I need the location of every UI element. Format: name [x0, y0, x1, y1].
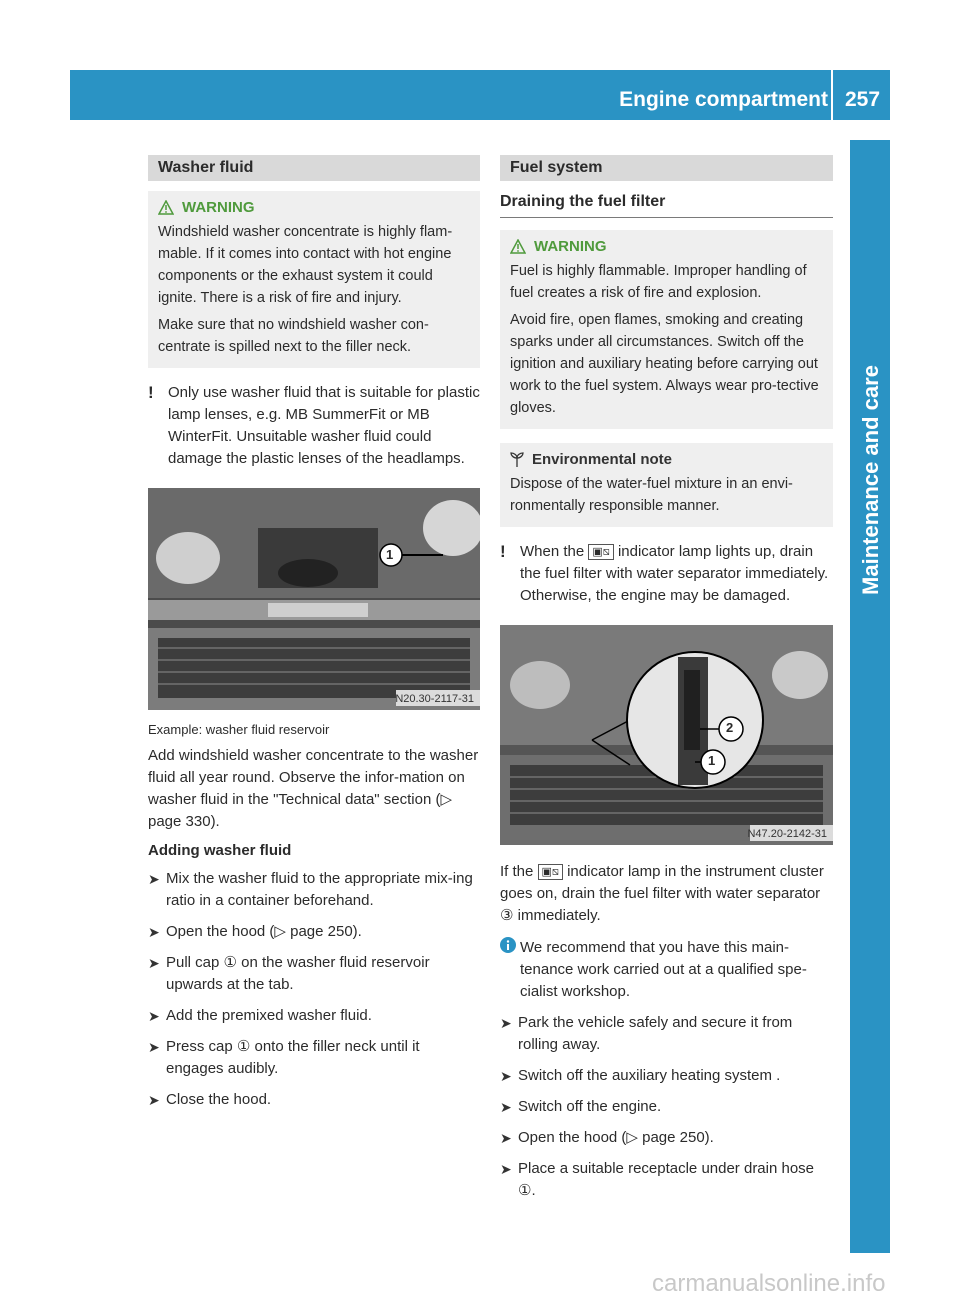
warning-text: Windshield washer concentrate is highly flam-mable. If it comes into contact with hot engine components or the exhaust system it could ignite. There is a risk of fire and injury. — [158, 224, 453, 306]
callout-2: 2 — [726, 720, 734, 735]
list-item — [500, 1096, 833, 1118]
info-text: We recommend that you have this main-tenance work carried out at a qualified spe-cialist workshop. — [520, 939, 807, 1000]
note — [500, 541, 833, 607]
warning-text: Make sure that no windshield washer con-centrate is spilled next to the filler neck. — [158, 317, 429, 355]
list-item — [500, 1158, 833, 1202]
subheading-adding-washer-fluid: Adding washer fluid — [148, 842, 292, 859]
list-item — [148, 952, 480, 996]
step-arrow-icon: ➤ — [500, 1161, 512, 1177]
warning-triangle-icon — [158, 200, 174, 215]
step-text: Add the premixed washer fluid. — [166, 1007, 372, 1024]
warning-text: Fuel is highly flammable. Improper handling of fuel creates a risk of fire and explosion. — [510, 263, 807, 301]
step-arrow-icon: ➤ — [148, 955, 160, 971]
environmental-note-label: Environmental note — [532, 451, 673, 468]
warning-label: WARNING — [182, 199, 255, 216]
environmental-note-title — [510, 451, 823, 468]
page-header-title: Engine compartment — [619, 88, 828, 111]
engine-photo-fuel-filter — [500, 625, 833, 845]
image-code: N20.30-2117-31 — [395, 693, 474, 705]
water-in-fuel-lamp-icon: ▣⧅ — [538, 864, 563, 880]
list-item — [500, 1012, 833, 1056]
engine-image — [500, 625, 833, 845]
info-icon — [500, 937, 520, 1003]
list-item — [148, 921, 480, 943]
note-text: Only use washer fluid that is suitable for plastic lamp lenses, e.g. MB SummerFit or MB WinterFit. Unsuitable washer fluid could damage the plastic lenses of the headlamps. — [168, 384, 480, 467]
step-text: Place a suitable receptacle under drain hose ①. — [518, 1160, 815, 1199]
list-item — [500, 1127, 833, 1149]
side-tab-label: Maintenance and care — [858, 365, 883, 595]
list-item — [148, 1036, 480, 1080]
page-number: 257 — [845, 88, 881, 111]
section-title-washer-fluid: Washer fluid — [148, 155, 480, 181]
image-code: N47.20-2142-31 — [747, 828, 827, 840]
step-text: Pull cap ① on the washer fluid reservoir upwards at the tab. — [166, 954, 430, 993]
warning-text: Avoid fire, open flames, smoking and creating sparks under all circumstances. Switch off the ignition and auxiliary heating before carrying out work to the fuel system. Always wear pro-tective gloves. — [510, 312, 819, 416]
step-arrow-icon: ➤ — [148, 1092, 160, 1108]
step-text: Mix the washer fluid to the appropriate mix-ing ratio in a container beforehand. — [166, 870, 473, 909]
list-item — [148, 1005, 480, 1027]
callout-1: 1 — [386, 547, 394, 562]
step-arrow-icon: ➤ — [148, 1008, 160, 1024]
environmental-note-text: Dispose of the water-fuel mixture in an envi-ronmentally responsible manner. — [510, 476, 793, 514]
step-text: Close the hood. — [166, 1091, 272, 1108]
list-item — [148, 1089, 480, 1111]
environmental-note-box — [500, 443, 833, 527]
step-arrow-icon: ➤ — [148, 1039, 160, 1055]
note-text: When the ▣⧅ indicator lamp lights up, drain the fuel filter with water separator immediately. Otherwise, the engine may be damaged. — [520, 543, 829, 604]
warning-title — [158, 199, 470, 216]
step-text: Open the hood (▷ page 250). — [166, 923, 362, 940]
step-arrow-icon: ➤ — [500, 1068, 512, 1084]
subheading-draining-fuel-filter: Draining the fuel filter — [500, 193, 833, 218]
exclamation-icon: ! — [500, 542, 506, 561]
step-arrow-icon: ➤ — [500, 1130, 512, 1146]
step-text: Open the hood (▷ page 250). — [518, 1129, 714, 1146]
image-caption: Example: washer fluid reservoir — [148, 722, 330, 737]
step-text: Switch off the auxiliary heating system . — [518, 1067, 781, 1084]
exclamation-icon: ! — [148, 383, 154, 402]
warning-box — [148, 191, 480, 368]
section-title-fuel-system: Fuel system — [500, 155, 833, 181]
step-arrow-icon: ➤ — [500, 1099, 512, 1115]
left-column — [148, 155, 480, 1111]
step-text: Park the vehicle safely and secure it from rolling away. — [518, 1014, 793, 1053]
list-item — [148, 868, 480, 912]
header-divider — [831, 70, 833, 120]
callout-1: 1 — [708, 753, 716, 768]
watermark: carmanualsonline.info — [652, 1270, 886, 1297]
environment-leaf-icon — [510, 452, 524, 468]
warning-triangle-icon — [510, 239, 526, 254]
body-text: Add windshield washer concentrate to the washer fluid all year round. Observe the infor-mation on washer fluid in the "Technical data" section (▷ page 330). — [148, 747, 479, 830]
info-note — [500, 937, 833, 1003]
step-arrow-icon: ➤ — [500, 1015, 512, 1031]
step-text: Switch off the engine. — [518, 1098, 662, 1115]
note — [148, 382, 480, 470]
warning-title — [510, 238, 823, 255]
body-text: If the ▣⧅ indicator lamp in the instrument cluster goes on, drain the fuel filter with water separator ③ immediately. — [500, 863, 824, 924]
engine-image — [148, 488, 480, 710]
step-arrow-icon: ➤ — [148, 871, 160, 887]
engine-photo-washer — [148, 488, 480, 710]
right-column — [500, 155, 833, 1202]
warning-box — [500, 230, 833, 429]
list-item — [500, 1065, 833, 1087]
step-arrow-icon: ➤ — [148, 924, 160, 940]
warning-label: WARNING — [534, 238, 607, 255]
step-text: Press cap ① onto the filler neck until it engages audibly. — [166, 1038, 420, 1077]
water-in-fuel-lamp-icon: ▣⧅ — [588, 544, 613, 560]
side-tab — [856, 260, 886, 700]
